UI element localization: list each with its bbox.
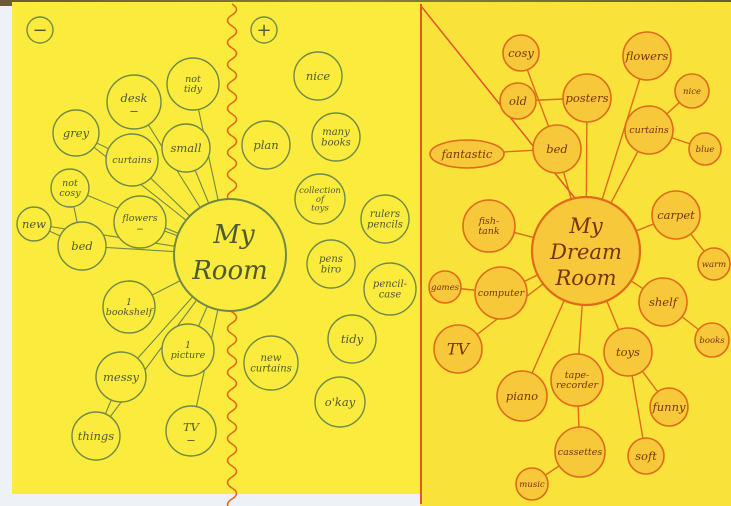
bubble-label: small xyxy=(170,140,202,155)
bubble-books xyxy=(695,323,729,357)
bubble-label: flowers xyxy=(625,48,669,63)
bubble-label: cosy xyxy=(59,188,81,200)
svg-text:−: − xyxy=(32,20,48,41)
minus-mark: − xyxy=(186,432,196,447)
bubble-label: desk xyxy=(120,90,148,105)
bubble-games xyxy=(429,271,461,303)
bubble-label: nice xyxy=(305,68,331,83)
bubble-plus-collection-of-toys xyxy=(295,174,345,224)
center-label-line2: Dream xyxy=(550,240,622,264)
bubble-label: curtains xyxy=(250,363,292,375)
bubble-label: of xyxy=(315,194,325,205)
minus-mark: − xyxy=(136,224,144,236)
bubble-label: toys xyxy=(616,344,640,359)
bubble-plus-tidy xyxy=(328,315,376,363)
bubble-label: new xyxy=(260,353,282,365)
bubble-label: tidy xyxy=(183,84,203,96)
center-label-line3: Room xyxy=(555,266,617,290)
my-room-map xyxy=(17,17,416,460)
bubble-label: 1 xyxy=(125,297,133,309)
bubble-label: soft xyxy=(635,448,657,463)
bubble-label: rulers xyxy=(369,209,401,221)
bubble-label: tidy xyxy=(340,331,364,346)
bubble-label: curtains xyxy=(112,155,152,167)
bubble-minus-flowers xyxy=(114,196,166,248)
center-label-line2: Room xyxy=(192,256,268,286)
bubble-label: bed xyxy=(546,141,568,156)
center-my-room xyxy=(174,199,286,311)
bubble-label: grey xyxy=(62,125,90,140)
bubble-funny xyxy=(650,388,688,426)
plus-sign-icon xyxy=(251,17,277,43)
bubble-minus-messy xyxy=(96,352,146,402)
bubble-label: case xyxy=(378,289,402,301)
bubble-label: new xyxy=(21,216,47,231)
bubble-minus-picture xyxy=(162,324,214,376)
bubble-plus-plan xyxy=(242,121,290,169)
bubble-minus-things xyxy=(72,412,120,460)
bubble-minus-not-cosy xyxy=(51,169,89,207)
minus-sign-icon xyxy=(27,17,53,43)
bubble-label: things xyxy=(77,428,115,443)
bubble-label: not xyxy=(185,74,201,86)
bubble-label: recorder xyxy=(556,380,598,392)
bubble-label: pens xyxy=(319,254,343,266)
bubble-label: funny xyxy=(652,399,686,414)
bubble-label: blue xyxy=(695,144,715,155)
bubble-label: pencil- xyxy=(372,279,408,291)
bubble-minus-curtains xyxy=(106,134,158,186)
minus-mark: − xyxy=(129,103,139,118)
bubble-label: posters xyxy=(565,90,609,105)
bubble-label: biro xyxy=(320,264,342,276)
bubble-minus-not-tidy xyxy=(167,58,219,110)
bubble-label: nice xyxy=(683,86,701,97)
bubble-minus-tv xyxy=(166,406,216,456)
bubble-label: warm xyxy=(701,259,727,270)
bubble-label: curtains xyxy=(629,125,669,137)
bubble-label: cosy xyxy=(508,45,534,60)
bubble-label: TV xyxy=(183,419,199,434)
bubble-shelf xyxy=(639,278,687,326)
bubble-plus-pens-biro xyxy=(307,240,355,288)
bubble-label: books xyxy=(321,137,351,149)
bubble-label: bookshelf xyxy=(105,307,153,319)
bubble-flowers xyxy=(623,32,671,80)
bubble-bed xyxy=(533,125,581,173)
bubble-minus-grey xyxy=(53,110,99,156)
bubble-label: o'kay xyxy=(324,394,356,409)
bubble-label: picture xyxy=(170,350,206,362)
bubble-label: 1 xyxy=(184,340,192,352)
bubble-minus-bookshelf xyxy=(103,281,155,333)
bubble-label: cassettes xyxy=(557,447,603,459)
bubble-old xyxy=(500,83,536,119)
bubble-label: pencils xyxy=(367,219,403,231)
bubble-music xyxy=(516,468,548,500)
bubble-warm xyxy=(698,248,730,280)
bubble-nice xyxy=(675,74,709,108)
bubble-label: messy xyxy=(102,369,140,384)
bubble-minus-new xyxy=(17,207,51,241)
bubble-label: collection xyxy=(299,185,341,196)
bubble-cassettes xyxy=(555,427,605,477)
bubble-curtains xyxy=(625,106,673,154)
bubble-plus-okay xyxy=(315,377,365,427)
bubble-piano xyxy=(497,371,547,421)
bubble-computer xyxy=(475,267,527,319)
bubble-label: plan xyxy=(253,137,279,152)
bubble-label: games xyxy=(431,282,459,293)
bubble-soft xyxy=(628,438,664,474)
center-label-line1: My xyxy=(213,220,255,250)
bubble-cosy xyxy=(503,35,539,71)
bubble-label: fantastic xyxy=(441,147,493,161)
bubble-tv xyxy=(434,325,482,373)
bubble-label: many xyxy=(322,127,350,139)
bubble-toys xyxy=(604,328,652,376)
bubble-blue xyxy=(689,133,721,165)
my-dream-room-map xyxy=(429,32,730,500)
bubble-label: shelf xyxy=(648,294,678,309)
bubble-label: TV xyxy=(446,339,470,359)
bubble-label: books xyxy=(699,335,725,346)
bubble-plus-rulers-pencils xyxy=(361,195,409,243)
bubble-fantastic xyxy=(430,140,504,168)
bubble-minus-bed xyxy=(58,222,106,270)
center-my-dream-room xyxy=(532,197,640,305)
bubble-plus-nice xyxy=(294,52,342,100)
bubble-posters xyxy=(563,74,611,122)
bubble-plus-pencil-case xyxy=(364,263,416,315)
bubble-carpet xyxy=(652,191,700,239)
bubble-label: piano xyxy=(505,388,539,403)
bubble-label: flowers xyxy=(122,213,158,225)
bubble-label: not xyxy=(62,178,78,190)
bubble-plus-many-books xyxy=(312,113,360,161)
bubble-label: tape- xyxy=(564,370,590,382)
bubble-fish-tank xyxy=(463,200,515,252)
bubble-label: carpet xyxy=(657,207,695,222)
bubble-minus-desk xyxy=(107,75,161,129)
bubble-label: fish- xyxy=(478,216,500,228)
bubble-plus-new-curtains xyxy=(244,336,298,390)
bubble-label: old xyxy=(509,93,527,108)
bubble-label: computer xyxy=(477,288,525,300)
bubble-label: toys xyxy=(311,203,329,214)
center-label-line1: My xyxy=(569,214,603,238)
bubble-label: music xyxy=(519,479,545,490)
bubble-label: bed xyxy=(71,238,93,253)
bubble-label: tank xyxy=(478,226,500,238)
bubble-tape-recorder xyxy=(551,354,603,406)
bubble-minus-small xyxy=(162,124,210,172)
svg-text:+: + xyxy=(256,20,272,41)
